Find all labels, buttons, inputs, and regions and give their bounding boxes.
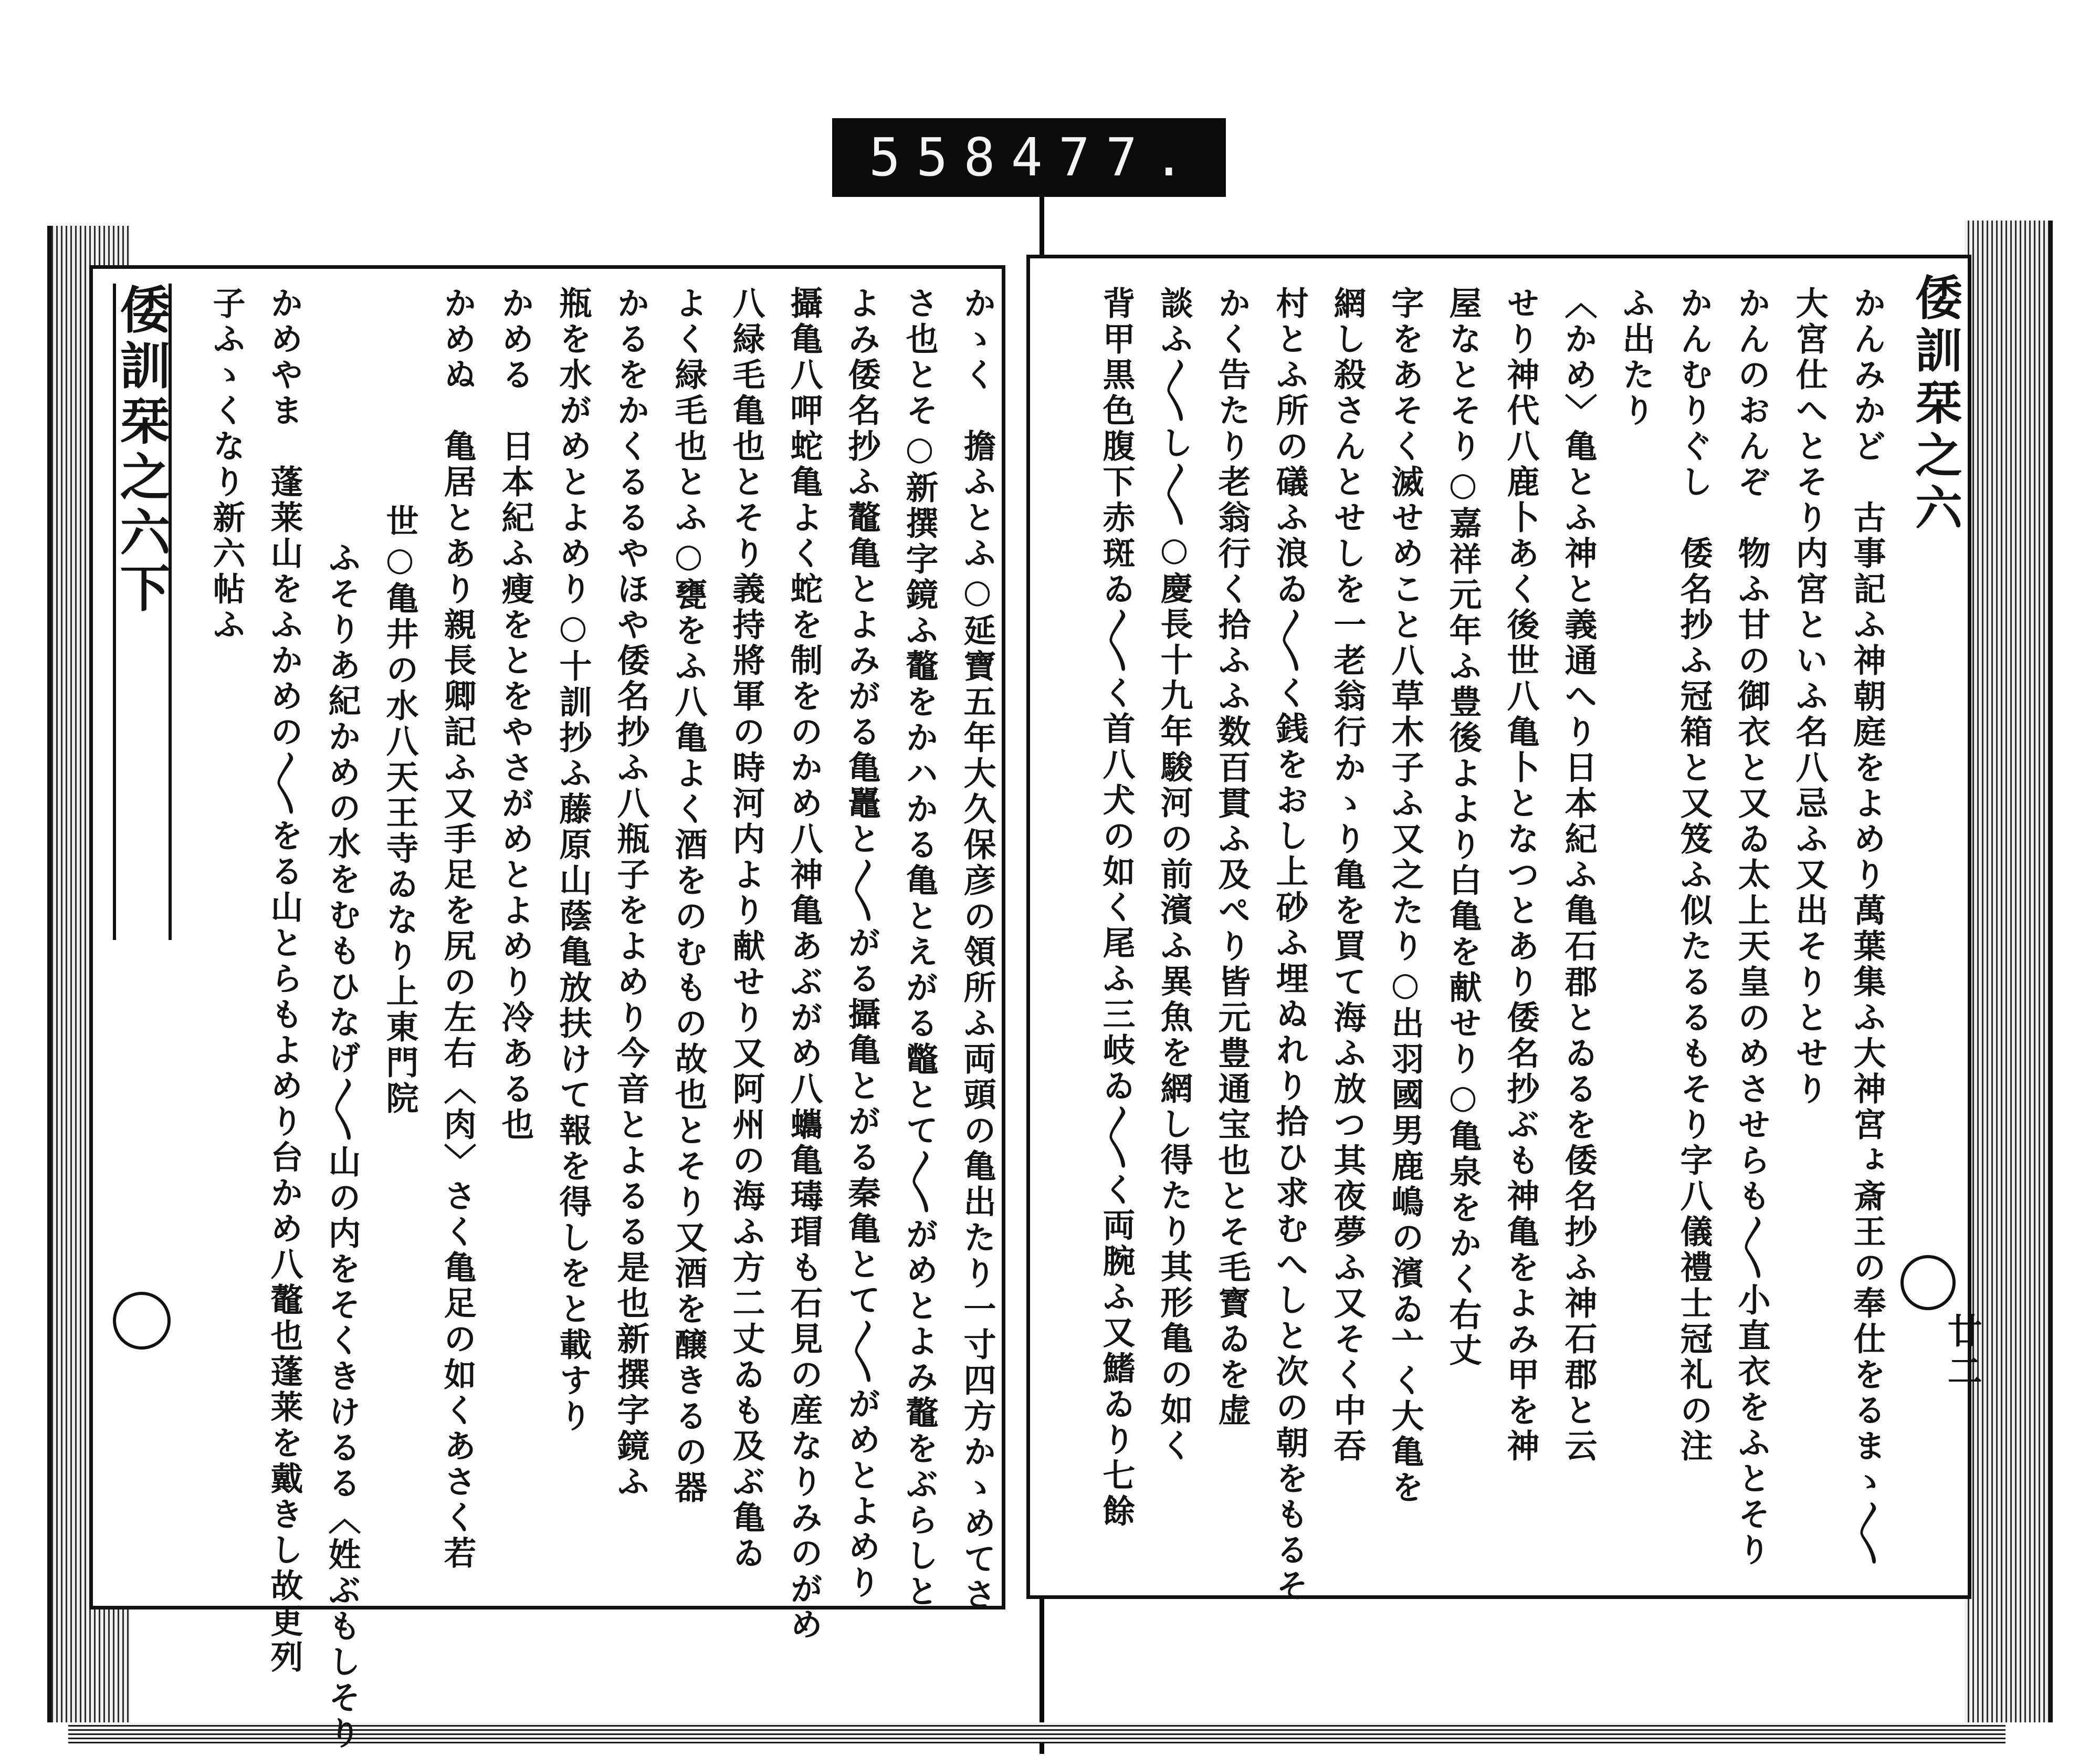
right-folio-number: 廿二 — [1941, 1313, 1982, 1393]
left-column-12: ふそりあ紀かめの水をむもひなげ〳〵山の内をそくきけるる〈姓ぶもしそり — [323, 541, 361, 1752]
right-column-14: 背甲黒色腹下赤斑ゐ〳〵く首八犬の如く尾ふ三岐ゐ〳〵く両腕ふ又鰭ゐり七餘 — [1097, 286, 1136, 1530]
right-column-13: 談ふ〳〵し〳〵○慶長十九年駿河の前濱ふ異魚を網し得たり其形亀の如く — [1155, 286, 1193, 1464]
right-folio-circle — [1900, 1255, 1956, 1310]
right-column-1: かんみかど 古事記ふ神朝庭をよめり萬葉集ふ大神宮ょ斎王の奉仕をるまゝ〳〵 — [1848, 286, 1886, 1569]
left-column-14: 子ふゝくなり新六帖ふ — [207, 286, 246, 643]
left-column-11: 世○亀井の水八天王寺ゐなり上東門院 — [381, 504, 419, 1117]
left-column-2: さ也とそ○新撰字鏡ふ鼇をかハかる亀とえがる鼈とて〳〵がめとよみ鼇をぶらしと — [900, 286, 939, 1610]
right-column-8: 屋なとそり○嘉祥元年ふ豊後よより白亀を献せり○亀泉をかく右丈 — [1444, 286, 1482, 1369]
right-column-6: 〈かめ〉亀とふ神と義通へり日本紀ふ亀石郡とゐるを倭名抄ふ神石郡と云 — [1559, 286, 1598, 1465]
right-column-4: かんむりぐし 倭名抄ふ冠箱と又笈ふ似たるるもそり字八儀禮士冠礼の注 — [1675, 286, 1713, 1465]
right-column-2: 大宮仕へとそり内宮といふ名八忌ふ又出そりとせり — [1790, 286, 1829, 1107]
left-column-13: かめやま 蓬莱山をふかめの〳〵をる山とらもよめり台かめ八鼇也蓬莱を戴きし故更列 — [265, 286, 303, 1676]
left-column-4: 攝亀八呷蛇亀よく蛇を制をのかめ八神亀あぶがめ八蠵亀瑇瑁も石見の産なりみのがめ — [785, 286, 823, 1643]
left-column-7: かるをかくるるやほや倭名抄ふ八瓶子をよめり今音とよるる是也新撰字鏡ふ — [612, 286, 650, 1500]
archive-number-right: 477. — [1011, 127, 1201, 188]
right-page-header: 倭訓栞之六 — [1907, 273, 1962, 536]
left-column-6: よく緑毛也とふ○甕をふ八亀よく酒をのむもの故也とそり又酒を醸きるの器 — [669, 286, 708, 1506]
left-column-1: かゝく 擔ふとふ○延寶五年大久保彦の領所ふ両頭の亀出たり一寸四方かゝめてさ — [958, 286, 996, 1613]
right-page-edges — [1965, 221, 2053, 1722]
right-column-3: かんのおんぞ 物ふ甘の御衣と又ゐ太上天皇のめさせらも〳〵小直衣をふとそり — [1732, 286, 1771, 1569]
right-column-12: かく告たり老翁行く拾ふふ数百貫ふ及ぺり皆元豊通宝也とそ毛寳ゐを虚 — [1213, 286, 1251, 1429]
left-column-9: かめる 日本紀ふ瘦をとをやさがめとよめり冷ある也 — [496, 286, 534, 1143]
left-margin-title: 倭訓栞之六下 — [112, 284, 171, 618]
left-column-8: 瓶を水がめとよめり○十訓抄ふ藤原山蔭亀放扶けて報を得しをと載すり — [554, 286, 592, 1435]
right-column-9: 字をあそく滅せめこと八草木子ふ又之たり○出羽國男鹿嶋の濱ゐ亠く大亀を — [1386, 286, 1424, 1506]
right-column-10: 網し殺さんとせしを一老翁行かゝり亀を買て海ふ放つ其夜夢ふ又そく中吞 — [1328, 286, 1367, 1465]
left-column-5: 八緑毛亀也とそり義持將軍の時河内より献せり又阿州の海ふ方二丈ゐも及ぶ亀ゐ — [727, 286, 765, 1572]
left-column-3: よみ倭名抄ふ鼇亀とよみがる亀鼉と〳〵がる攝亀とがる秦亀とて〳〵がめとよめり — [843, 286, 881, 1601]
archive-number-left: 558 — [869, 127, 1011, 188]
right-column-5: ふ出たり — [1617, 286, 1655, 429]
left-margin-title-block — [113, 284, 172, 940]
archive-label — [832, 118, 1226, 197]
right-column-7: せり神代八鹿卜あく後世八亀卜となつとあり倭名抄ぶも神亀をよみ甲を神 — [1502, 286, 1540, 1465]
left-column-10: かめぬ 亀居とあり親長卿記ふ又手足を尻の左右〈肉〉さく亀足の如くあさく若 — [438, 286, 477, 1572]
left-folio-circle — [113, 1292, 171, 1350]
right-column-11: 村とふ所の礒ふ浪ゐ〳〵く銭をおし上砂ふ埋ぬれり拾ひ求むへしと次の朝をもるそ — [1270, 286, 1309, 1604]
